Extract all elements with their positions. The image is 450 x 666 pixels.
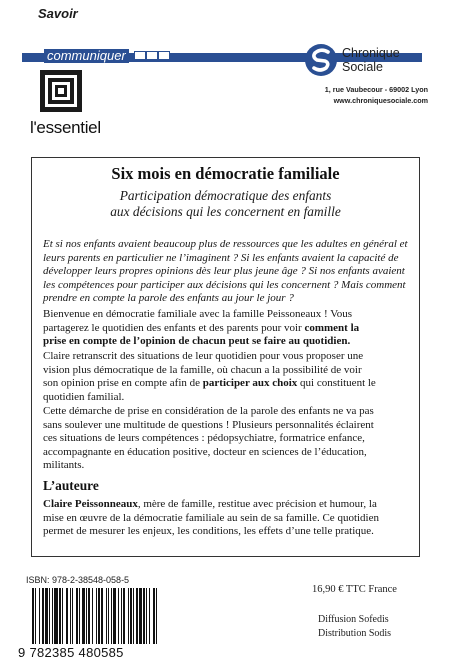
text-line: leurs parents en particulier ne l’imaginent ? Si les enfants avaient la capacité de xyxy=(43,251,399,264)
text-line: vision plus démocratique de la famille, où chacun a la possibilité de voir xyxy=(43,363,362,376)
content-paragraph xyxy=(43,350,411,404)
barcode-bar xyxy=(113,588,116,644)
text-line: Bienvenue en démocratie familiale avec la famille Peissoneaux ! Vous xyxy=(43,308,353,320)
author-heading: L’auteure xyxy=(43,478,99,493)
barcode-bar xyxy=(108,588,109,644)
text-line: Cette démarche de prise en considération de la parole des enfants ne va pas xyxy=(43,405,374,417)
band-square xyxy=(158,51,170,60)
barcode-bar xyxy=(156,588,157,644)
text-line: accompagnante en éducation positive, docteur en sciences de l’éducation, xyxy=(43,445,367,458)
barcode-bar xyxy=(106,588,107,644)
barcode-bar xyxy=(133,588,134,644)
barcode-bar xyxy=(96,588,97,644)
barcode-bar xyxy=(86,588,87,644)
barcode-bar xyxy=(54,588,58,644)
barcode-bar xyxy=(98,588,100,644)
barcode-bar xyxy=(35,588,36,644)
barcode-bar xyxy=(32,588,34,644)
intro-paragraph xyxy=(43,238,411,306)
book-subtitle xyxy=(40,188,411,220)
barcode-bar xyxy=(39,588,40,644)
author-paragraph xyxy=(43,498,411,539)
barcode-bar xyxy=(79,588,80,644)
text-line: sans soulever une multitude de questions ! Plusieurs personnalités éclairent xyxy=(43,418,374,431)
text-line: les compétences pour participer aux décisions qui les concernent ? Mais comment xyxy=(43,278,406,291)
emphasis: prise en compte de l’opinion de chacun peut se faire au quotidien. xyxy=(43,335,351,348)
barcode-bar xyxy=(52,588,53,644)
price: 16,90 € TTC France xyxy=(312,584,397,595)
text-line: militants. xyxy=(43,459,85,472)
chronique-sociale-logo-icon xyxy=(304,43,338,77)
text-line: permet de mesurer les enjeux, les conditions, les effets d’une telle pratique. xyxy=(43,525,374,538)
author-name: Claire Peissonneaux xyxy=(43,498,138,510)
barcode-bar xyxy=(118,588,119,644)
book-title: Six mois en démocratie familiale xyxy=(111,164,340,183)
barcode-bar xyxy=(149,588,150,644)
text-line xyxy=(43,335,411,349)
essentiel-logo-icon xyxy=(40,70,82,112)
text-line xyxy=(43,322,411,336)
isbn-label: ISBN: 978-2-38548-058-5 xyxy=(26,575,130,585)
welcome-paragraph xyxy=(43,308,411,349)
barcode-bar xyxy=(136,588,138,644)
text-span: partagerez le quotidien des enfants et des parents pour voir xyxy=(43,321,305,334)
publisher-name-line1: Chronique xyxy=(342,46,400,60)
emphasis: participer aux choix xyxy=(202,377,298,390)
publisher-name-line2: Sociale xyxy=(342,60,383,74)
text-span: qui constituent le xyxy=(297,377,376,390)
subtitle-line: Participation démocratique des enfants xyxy=(119,188,332,203)
barcode-bar xyxy=(128,588,129,644)
publisher-address: 1, rue Vaubecour - 69002 Lyon xyxy=(324,85,428,94)
barcode-bar xyxy=(82,588,85,644)
text-span: , mère de famille, restitue avec précision et humour, la xyxy=(137,498,377,510)
text-line: Et si nos enfants avaient beaucoup plus de ressources que les adultes en général et xyxy=(43,238,408,250)
text-line: Claire retranscrit des situations de leur quotidien pour vous proposer une xyxy=(43,350,364,362)
barcode-bar xyxy=(92,588,93,644)
barcode-bar xyxy=(143,588,145,644)
barcode-bar xyxy=(101,588,103,644)
subtitle-line: aux décisions qui les concernent en famille xyxy=(110,204,341,219)
band-square xyxy=(146,51,158,60)
text-line xyxy=(43,377,411,391)
barcode-bar xyxy=(62,588,63,644)
text-line: ces situations de leurs compétences : pédopsychiatre, formatrice enfance, xyxy=(43,432,365,445)
barcode-bar xyxy=(111,588,112,644)
barcode-bar xyxy=(70,588,71,644)
barcode-bar xyxy=(88,588,90,644)
barcode-bar xyxy=(72,588,73,644)
barcode-icon xyxy=(26,588,198,648)
barcode-bar xyxy=(59,588,61,644)
barcode-bar xyxy=(121,588,122,644)
collection-name-bottom: communiquer xyxy=(44,49,129,63)
distribution-info xyxy=(318,613,391,641)
barcode-digits: 9 782385 480585 xyxy=(18,645,124,660)
publisher-website: www.chroniquesociale.com xyxy=(333,96,428,105)
barcode-bar xyxy=(146,588,147,644)
text-line xyxy=(43,498,411,512)
barcode-bar xyxy=(130,588,132,644)
essentiel-logo-text: l'essentiel xyxy=(30,118,101,137)
emphasis: comment la xyxy=(304,321,360,334)
publisher-name xyxy=(342,46,400,74)
diffusion-label: Diffusion Sofedis xyxy=(318,614,389,625)
barcode-bar xyxy=(49,588,50,644)
text-line: prendre en compte la parole des enfants au jour le jour ? xyxy=(43,292,294,305)
experts-paragraph xyxy=(43,405,411,473)
barcode-bar xyxy=(76,588,78,644)
barcode-bar xyxy=(139,588,142,644)
text-line: quotidien familial. xyxy=(43,390,125,403)
barcode-bar xyxy=(45,588,48,644)
text-span: son opinion prise en compte afin de xyxy=(43,377,203,390)
publisher-contact xyxy=(296,84,428,106)
distribution-label: Distribution Sodis xyxy=(318,628,392,639)
band-square xyxy=(134,51,146,60)
text-line: développer leurs propres opinions dès leur plus jeune âge ? Si nos enfants avaient xyxy=(43,265,405,278)
barcode-bar xyxy=(42,588,44,644)
text-line: mise en œuvre de la démocratie familiale au sein de sa famille. Ce quotidien xyxy=(43,511,379,524)
barcode-bar xyxy=(66,588,68,644)
collection-name-top: Savoir xyxy=(38,6,78,21)
barcode-bar xyxy=(153,588,155,644)
barcode-bar xyxy=(123,588,125,644)
